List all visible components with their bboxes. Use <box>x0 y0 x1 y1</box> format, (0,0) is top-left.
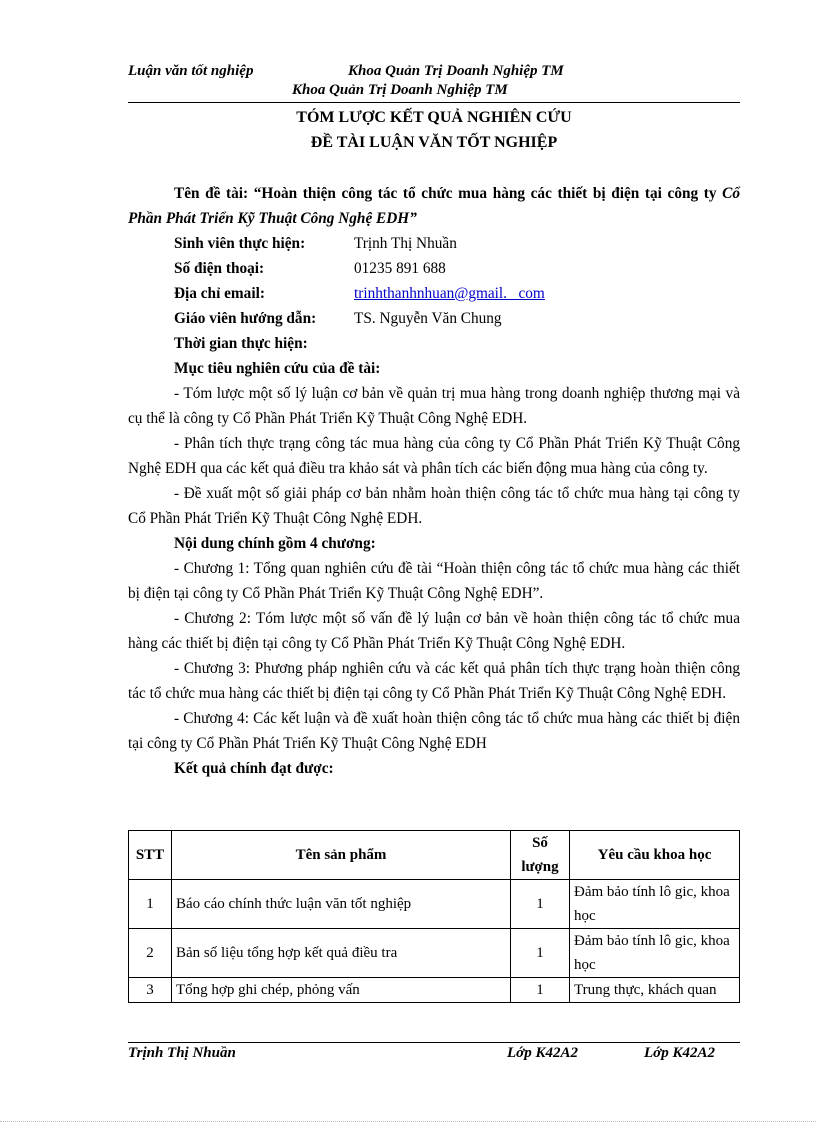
footer-class: Lớp K42A2 <box>507 1045 578 1061</box>
info-row-email <box>128 281 740 306</box>
header-right-line2: Khoa Quản Trị Doanh Nghiệp TM <box>292 82 508 98</box>
table-row <box>129 880 740 929</box>
chapter-item: - Chương 4: Các kết luận và đề xuất hoàn thiện công tác tổ chức mua hàng các thiết bị điện tại công ty Cổ Phần Phát Triển Kỹ Thuật Công Nghệ EDH <box>128 710 740 752</box>
column-header-stt: STT <box>129 831 172 880</box>
phone-number: 01235 891 688 <box>354 260 446 277</box>
chapters-heading: Nội dung chính gồm 4 chương: <box>174 535 376 552</box>
topic-label: Tên đề tài: “Hoàn thiện công tác tổ chức mua hàng các thiết bị điện tại công ty <box>174 185 723 202</box>
objective-item: - Tóm lược một số lý luận cơ bản về quản trị mua hàng trong doanh nghiệp thương mại và cụ thể là công ty Cổ Phần Phát Triển Kỹ Thuật Công Nghệ EDH. <box>128 385 740 427</box>
table-cell: 1 <box>129 880 172 929</box>
header-divider <box>128 102 740 103</box>
info-label: Số điện thoại: <box>174 260 265 277</box>
column-header-product: Tên sản phẩm <box>172 831 511 880</box>
page-title: TÓM LƯỢC KẾT QUẢ NGHIÊN CỨU <box>296 109 572 126</box>
table-cell: 1 <box>511 929 570 978</box>
table-cell: Đảm bảo tính lô gic, khoa học <box>570 929 740 978</box>
table-cell: Trung thực, khách quan <box>570 978 740 1003</box>
header-left: Luận văn tốt nghiệp <box>128 63 254 79</box>
info-row-time <box>128 331 740 356</box>
table-cell: Tổng hợp ghi chép, phỏng vấn <box>172 978 511 1003</box>
email-link[interactable]: trinhthanhnhuan@gmail. com <box>354 285 545 302</box>
document-body <box>128 181 740 781</box>
topic-paragraph <box>128 181 740 231</box>
topic-company: Cổ Phần Phát Triển Kỹ Thuật Công Nghệ EDH” <box>128 185 740 227</box>
table-cell: Đảm bảo tính lô gic, khoa học <box>570 880 740 929</box>
table-cell: 1 <box>511 880 570 929</box>
table-cell: 1 <box>511 978 570 1003</box>
info-row-student <box>128 231 740 256</box>
header-right-line1: Khoa Quản Trị Doanh Nghiệp TM <box>348 63 564 79</box>
results-heading: Kết quả chính đạt được: <box>174 760 334 777</box>
footer-class-duplicate: Lớp K42A2 <box>644 1045 715 1061</box>
table-header-row <box>129 831 740 880</box>
page-subtitle: ĐỀ TÀI LUẬN VĂN TỐT NGHIỆP <box>310 134 558 151</box>
objective-item: - Phân tích thực trạng công tác mua hàng của công ty Cổ Phần Phát Triển Kỹ Thuật Công Nghệ EDH qua các kết quả điều tra khảo sát và phân tích các biến động mua hàng của công ty. <box>128 435 740 477</box>
column-header-requirement: Yêu cầu khoa học <box>570 831 740 880</box>
table-cell: Báo cáo chính thức luận văn tốt nghiệp <box>172 880 511 929</box>
table-cell: 3 <box>129 978 172 1003</box>
table-row <box>129 929 740 978</box>
supervisor-name: TS. Nguyễn Văn Chung <box>354 310 502 327</box>
chapter-item: - Chương 2: Tóm lược một số vấn đề lý luận cơ bản về hoàn thiện công tác tổ chức mua hàng các thiết bị điện tại công ty Cổ Phần Phát Triển Kỹ Thuật Công Nghệ EDH. <box>128 610 740 652</box>
table-cell: 2 <box>129 929 172 978</box>
results-table <box>128 830 740 1003</box>
info-label: Thời gian thực hiện: <box>174 335 308 352</box>
student-name: Trịnh Thị Nhuần <box>354 235 457 252</box>
chapter-item: - Chương 3: Phương pháp nghiên cứu và các kết quả phân tích thực trạng hoàn thiện công tác tổ chức mua hàng các thiết bị điện tại công ty Cổ Phần Phát Triển Kỹ Thuật Công Nghệ EDH. <box>128 660 740 702</box>
info-label: Địa chỉ email: <box>174 285 265 302</box>
column-header-quantity: Số lượng <box>511 831 570 880</box>
chapter-item: - Chương 1: Tổng quan nghiên cứu đề tài “Hoàn thiện công tác tổ chức mua hàng các thiết bị điện tại công ty Cổ Phần Phát Triển Kỹ Thuật Công Nghệ EDH”. <box>128 560 740 602</box>
page-edge <box>0 1121 816 1122</box>
table-cell: Bản số liệu tổng hợp kết quả điều tra <box>172 929 511 978</box>
footer-author: Trịnh Thị Nhuần <box>128 1045 236 1061</box>
info-label: Sinh viên thực hiện: <box>174 235 306 252</box>
footer-divider <box>128 1042 740 1043</box>
table-row <box>129 978 740 1003</box>
objective-item: - Đề xuất một số giải pháp cơ bản nhằm hoàn thiện công tác tổ chức mua hàng tại công ty Cổ Phần Phát Triển Kỹ Thuật Công Nghệ EDH. <box>128 485 740 527</box>
info-row-supervisor <box>128 306 740 331</box>
info-row-phone <box>128 256 740 281</box>
info-label: Giáo viên hướng dẫn: <box>174 310 317 327</box>
objectives-heading: Mục tiêu nghiên cứu của đề tài: <box>174 360 381 377</box>
